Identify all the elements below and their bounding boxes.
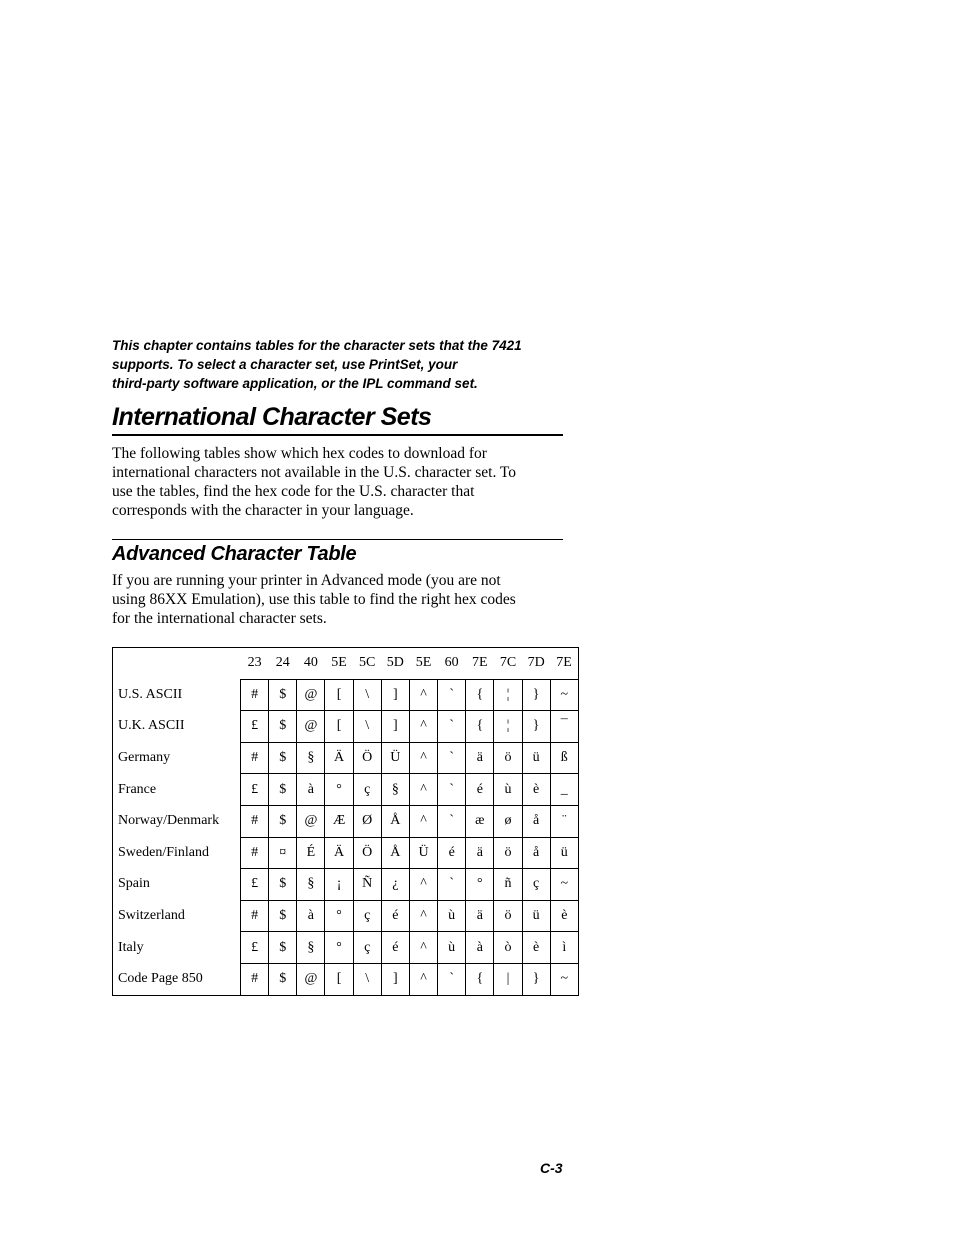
table-row [113,742,579,774]
intro-line: supports. To select a character set, use PrintSet, your [112,357,458,372]
character-cell: Ö [353,837,381,869]
character-set-label: Sweden/Finland [113,837,241,869]
character-cell: ° [325,900,353,932]
character-cell: ä [466,900,494,932]
character-cell: } [522,963,550,995]
character-cell: $ [269,774,297,806]
character-cell: ` [438,774,466,806]
character-cell: ä [466,837,494,869]
character-cell: \ [353,679,381,711]
character-cell: ñ [494,869,522,901]
character-cell: é [466,774,494,806]
character-cell: { [466,711,494,743]
character-cell: ç [522,869,550,901]
character-cell: $ [269,742,297,774]
intro-line: This chapter contains tables for the character sets that the 7421 [112,338,522,353]
character-cell: # [241,900,269,932]
character-cell: ø [494,805,522,837]
character-cell: é [381,900,409,932]
hex-code-header: 5C [353,648,381,680]
character-cell: § [381,774,409,806]
character-cell: ` [438,742,466,774]
character-cell: ] [381,963,409,995]
character-cell: } [522,711,550,743]
character-cell: ç [353,900,381,932]
character-cell: Å [381,837,409,869]
character-cell: è [522,774,550,806]
character-cell: | [494,963,522,995]
character-cell: è [522,932,550,964]
character-cell: é [381,932,409,964]
character-cell: ] [381,679,409,711]
character-cell: Ñ [353,869,381,901]
character-cell: Æ [325,805,353,837]
character-cell: \ [353,711,381,743]
table-row [113,900,579,932]
hex-code-header: 7E [466,648,494,680]
character-cell: ` [438,679,466,711]
character-cell: ^ [409,805,437,837]
character-cell: # [241,679,269,711]
table-row [113,774,579,806]
character-cell: ç [353,932,381,964]
table-row [113,932,579,964]
paragraph-line: using 86XX Emulation), use this table to find the right hex codes [112,591,516,608]
chapter-intro [112,336,572,393]
character-cell: é [438,837,466,869]
character-cell: § [297,869,325,901]
character-cell: ^ [409,742,437,774]
character-cell: { [466,963,494,995]
character-set-label: Norway/Denmark [113,805,241,837]
character-set-label: Code Page 850 [113,963,241,995]
paragraph-line: The following tables show which hex codes to download for [112,445,487,462]
section-title-international-character-sets: International Character Sets [112,400,563,436]
character-cell: @ [297,963,325,995]
page-number: C-3 [540,1160,563,1176]
character-cell: ä [466,742,494,774]
intro-line: third-party software application, or the IPL command set. [112,376,478,391]
character-cell: £ [241,932,269,964]
character-cell: @ [297,711,325,743]
table-row [113,963,579,995]
section-paragraph [112,444,572,520]
header-corner-cell [113,648,241,680]
character-cell: ¦ [494,711,522,743]
character-set-label: U.S. ASCII [113,679,241,711]
character-cell: [ [325,711,353,743]
character-cell: ` [438,869,466,901]
character-cell: [ [325,679,353,711]
character-cell: ¤ [269,837,297,869]
character-cell: ~ [550,963,578,995]
character-cell: ö [494,742,522,774]
character-cell: $ [269,900,297,932]
table-row [113,805,579,837]
table-row [113,869,579,901]
character-cell: Ä [325,837,353,869]
character-cell: ^ [409,774,437,806]
character-set-label: France [113,774,241,806]
character-cell: \ [353,963,381,995]
character-cell: ° [325,774,353,806]
paragraph-line: use the tables, find the hex code for the U.S. character that [112,483,475,500]
section-title-advanced-character-table: Advanced Character Table [112,543,357,565]
character-cell: ò [494,932,522,964]
character-cell: ^ [409,679,437,711]
character-cell: Å [381,805,409,837]
character-cell: ù [494,774,522,806]
hex-code-header: 60 [438,648,466,680]
character-cell: $ [269,805,297,837]
character-cell: ¨ [550,805,578,837]
character-cell: $ [269,963,297,995]
table-row [113,679,579,711]
character-cell: § [297,742,325,774]
character-cell: ¿ [381,869,409,901]
character-cell: £ [241,869,269,901]
character-cell: à [466,932,494,964]
character-cell: å [522,837,550,869]
character-set-label: Germany [113,742,241,774]
character-cell: ù [438,932,466,964]
character-cell: ^ [409,932,437,964]
character-cell: [ [325,963,353,995]
paragraph-line: for the international character sets. [112,610,327,627]
character-cell: à [297,900,325,932]
character-cell: à [297,774,325,806]
character-cell: { [466,679,494,711]
character-cell: # [241,963,269,995]
character-cell: £ [241,774,269,806]
character-cell: Ü [409,837,437,869]
character-cell: Ä [325,742,353,774]
character-cell: è [550,900,578,932]
character-cell: ] [381,711,409,743]
character-cell: ¦ [494,679,522,711]
character-cell: ü [522,742,550,774]
section-paragraph [112,571,572,628]
character-cell: ° [325,932,353,964]
table-row [113,837,579,869]
character-cell: $ [269,679,297,711]
character-cell: @ [297,679,325,711]
character-cell: ö [494,837,522,869]
character-cell: £ [241,711,269,743]
character-cell: ö [494,900,522,932]
paragraph-line: international characters not available in the U.S. character set. To [112,464,517,481]
character-cell: $ [269,932,297,964]
hex-code-header: 40 [297,648,325,680]
character-cell: Ö [353,742,381,774]
character-cell: É [297,837,325,869]
character-cell: ^ [409,963,437,995]
character-cell: # [241,742,269,774]
character-cell: $ [269,711,297,743]
hex-code-header: 24 [269,648,297,680]
character-cell: ^ [409,900,437,932]
character-cell: Ø [353,805,381,837]
character-cell: ° [466,869,494,901]
hex-code-header: 7D [522,648,550,680]
character-cell: ù [438,900,466,932]
character-cell: ü [550,837,578,869]
character-set-label: Spain [113,869,241,901]
table-row [113,711,579,743]
character-cell: ` [438,711,466,743]
character-cell: ç [353,774,381,806]
character-cell: ¯ [550,711,578,743]
character-cell: æ [466,805,494,837]
character-set-label: Switzerland [113,900,241,932]
character-cell: } [522,679,550,711]
character-cell: @ [297,805,325,837]
hex-code-header: 5E [325,648,353,680]
character-cell: ß [550,742,578,774]
character-cell: # [241,837,269,869]
paragraph-line: If you are running your printer in Advanced mode (you are not [112,572,501,589]
hex-code-header: 7E [550,648,578,680]
character-cell: ü [522,900,550,932]
hex-code-header: 5E [409,648,437,680]
hex-code-header: 7C [494,648,522,680]
character-cell: ^ [409,869,437,901]
character-cell: ~ [550,869,578,901]
character-cell: Ü [381,742,409,774]
character-cell: ` [438,963,466,995]
character-cell: ` [438,805,466,837]
character-cell: § [297,932,325,964]
character-cell: ¡ [325,869,353,901]
character-set-label: U.K. ASCII [113,711,241,743]
character-set-label: Italy [113,932,241,964]
advanced-character-table [112,647,579,996]
character-cell: ^ [409,711,437,743]
character-cell: _ [550,774,578,806]
paragraph-line: corresponds with the character in your language. [112,502,414,519]
hex-code-header-row [113,648,579,680]
hex-code-header: 5D [381,648,409,680]
character-cell: å [522,805,550,837]
character-cell: ì [550,932,578,964]
character-cell: $ [269,869,297,901]
hex-code-header: 23 [241,648,269,680]
character-cell: ~ [550,679,578,711]
character-cell: # [241,805,269,837]
